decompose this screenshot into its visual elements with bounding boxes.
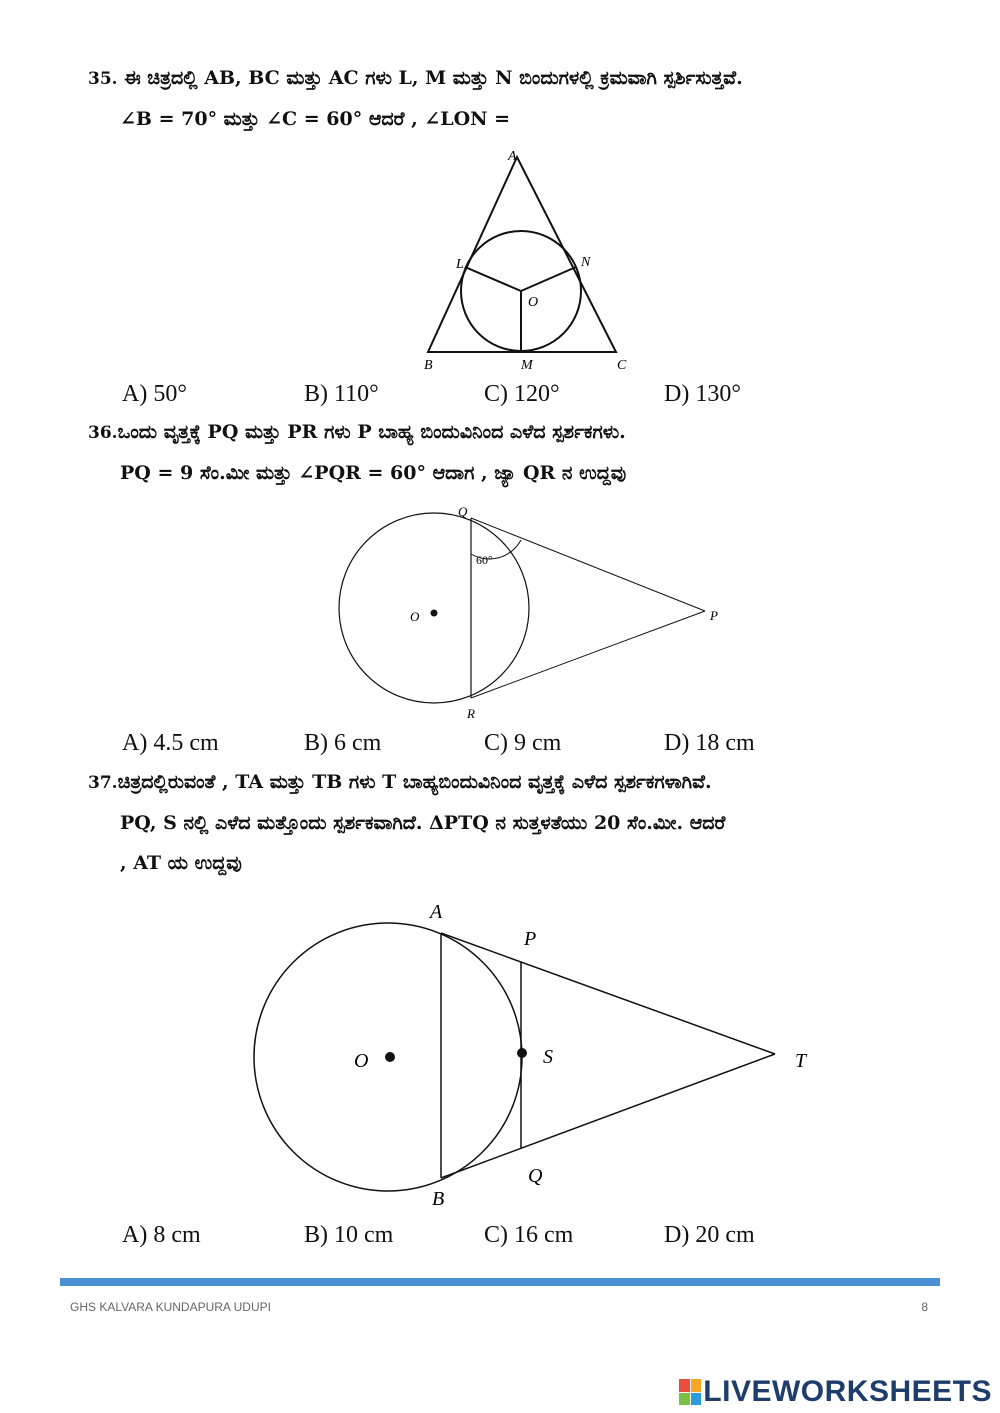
label-P: P [710, 608, 718, 623]
label-M: M [521, 358, 533, 373]
option-b[interactable]: B) 10 cm [304, 1222, 394, 1248]
question-35-line2: ∠B = 70° ಮತ್ತು ∠C = 60° ಆದರೆ , ∠LON = [120, 108, 511, 130]
label-Q: Q [528, 1165, 543, 1187]
options-36 [122, 730, 922, 764]
option-c[interactable]: C) 120° [484, 381, 560, 407]
option-b[interactable]: B) 6 cm [304, 730, 382, 756]
option-d[interactable]: D) 130° [664, 381, 741, 407]
label-L: L [456, 257, 464, 272]
question-36 [88, 412, 940, 493]
option-c[interactable]: C) 16 cm [484, 1222, 574, 1248]
question-35 [88, 58, 940, 139]
question-37-line3: , AT ಯ ಉದ್ದವು [120, 852, 242, 874]
figure-35-triangle-incircle [410, 140, 650, 384]
label-A: A [508, 149, 517, 164]
options-37 [122, 1222, 922, 1256]
page-number: 8 [921, 1300, 928, 1314]
label-O: O [410, 609, 420, 624]
option-a[interactable]: A) 4.5 cm [122, 730, 219, 756]
option-a[interactable]: A) 50° [122, 381, 187, 407]
brand-name: LIVEWORKSHEETS [703, 1375, 992, 1408]
question-36-line1 [88, 412, 940, 453]
question-37-line1 [88, 762, 940, 803]
option-d[interactable]: D) 20 cm [664, 1222, 755, 1248]
liveworksheets-brand[interactable] [679, 1376, 992, 1408]
label-O: O [354, 1050, 369, 1072]
label-angle-60: 60° [476, 553, 493, 567]
question-37 [88, 762, 940, 883]
question-text: ಚಿತ್ರದಲ್ಲಿರುವಂತೆ , TA ಮತ್ತು TB ಗಳು T ಬಾಹ್ಯಬಿಂದುವಿನಿಂದ ವೃತ್ತಕ್ಕೆ ಎಳೆದ ಸ್ಪರ್ಶಕಗಳಾಗಿವೆ. [117, 771, 712, 793]
question-37-line2: PQ, S ನಲ್ಲಿ ಎಳೆದ ಮತ್ತೊಂದು ಸ್ಪರ್ಶಕವಾಗಿದೆ. ΔPTQ ನ ಸುತ್ತಳತೆಯು 20 ಸೆಂ.ಮೀ. ಆದರೆ [120, 812, 726, 834]
label-R: R [467, 706, 475, 721]
label-O: O [528, 295, 539, 310]
liveworksheets-logo-icon [679, 1379, 701, 1405]
label-S: S [543, 1046, 553, 1068]
question-text: ಒಂದು ವೃತ್ತಕ್ಕೆ PQ ಮತ್ತು PR ಗಳು P ಬಾಹ್ಯ ಬಿಂದುವಿನಿಂದ ಎಳೆದ ಸ್ಪರ್ಶಕಗಳು. [117, 421, 626, 443]
figure-36-tangents [330, 500, 730, 729]
question-36-line2: PQ = 9 ಸೆಂ.ಮೀ ಮತ್ತು ∠PQR = 60° ಆದಾಗ , ಜ್ಯಾ QR ನ ಉದ್ದವು [120, 462, 627, 484]
figure-37-tangents [240, 895, 840, 1219]
label-C: C [617, 358, 627, 373]
question-number: 36. [88, 423, 118, 443]
label-B: B [424, 358, 433, 373]
question-number: 37. [88, 773, 118, 793]
option-d[interactable]: D) 18 cm [664, 730, 755, 756]
label-Q: Q [458, 504, 468, 519]
options-35 [122, 381, 922, 415]
option-a[interactable]: A) 8 cm [122, 1222, 201, 1248]
label-P: P [524, 928, 537, 950]
label-T: T [795, 1050, 807, 1072]
option-b[interactable]: B) 110° [304, 381, 379, 407]
label-B: B [432, 1188, 445, 1210]
label-A: A [430, 901, 443, 923]
question-35-line1 [88, 58, 940, 99]
question-text: ಈ ಚಿತ್ರದಲ್ಲಿ AB, BC ಮತ್ತು AC ಗಳು L, M ಮತ್ತು N ಬಿಂದುಗಳಲ್ಲಿ ಕ್ರಮವಾಗಿ ಸ್ಪರ್ಶಿಸುತ್ತವೆ. [124, 67, 743, 89]
option-c[interactable]: C) 9 cm [484, 730, 562, 756]
question-number: 35. [88, 69, 118, 89]
label-N: N [581, 255, 591, 270]
footer-school: GHS KALVARA KUNDAPURA UDUPI [70, 1300, 271, 1314]
footer-divider [60, 1278, 940, 1286]
